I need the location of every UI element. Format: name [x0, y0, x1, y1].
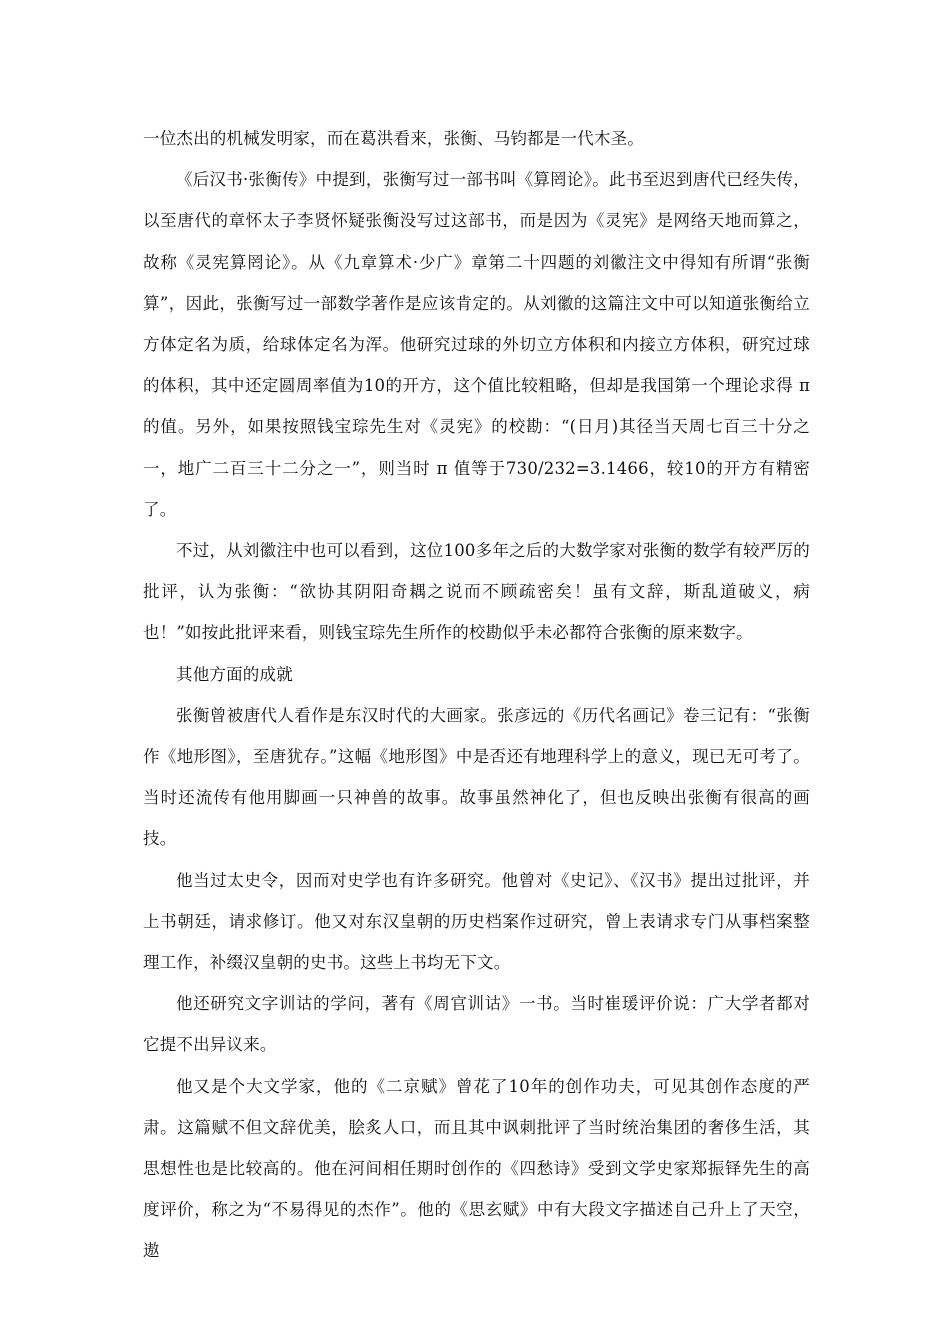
paragraph-literature: 他又是个大文学家，他的《二京赋》曾花了10年的创作功夫，可见其创作态度的严肃。这篇赋不但文辞优美，脍炙人口，而且其中讽刺批评了当时统治集团的奢侈生活，其思想性也是比较高的。他在河间相任期时创作的《四愁诗》受到文学史家郑振铎先生的高度评价，称之为“不易得见的杰作”。他的《思玄赋》中有大段文字描述自己升上了天空，遨 [143, 1076, 810, 1261]
paragraph-liuhui-critique: 不过，从刘徽注中也可以看到，这位100多年之后的大数学家对张衡的数学有较严厉的批评，认为张衡：“欲协其阴阳奇耦之说而不顾疏密矣！虽有文辞，斯乱道破义，病也！”如按此批评来看，则钱宝琮先生所作的校勘似乎未必都符合张衡的原来数字。 [143, 541, 810, 643]
paragraph-painting: 张衡曾被唐代人看作是东汉时代的大画家。张彦远的《历代名画记》卷三记有：“张衡作《地形图》，至唐犹存。”这幅《地形图》中是否还有地理科学上的意义，现已无可考了。当时还流传有他用脚画一只神兽的故事。故事虽然神化了，但也反映出张衡有很高的画技。 [143, 705, 810, 849]
section-heading-other-achievements: 其他方面的成就 [176, 664, 293, 684]
paragraph-zhangheng-math: 《后汉书·张衡传》中提到，张衡写过一部书叫《算罔论》。此书至迟到唐代已经失传，以至唐代的章怀太子李贤怀疑张衡没写过这部书，而是因为《灵宪》是网络天地而算之，故称《灵宪算罔论》。从《九章算术·少广》章第二十四题的刘徽注文中得知有所谓“张衡算”，因此，张衡写过一部数学著作是应该肯定的。从刘徽的这篇注文中可以知道张衡给立方体定名为质，给球体定名为浑。他研究过球的外切立方体积和内接立方体积，研究过球的体积，其中还定圆周率值为10的开方，这个值比较粗略，但却是我国第一个理论求得 π 的值。另外，如果按照钱宝琮先生对《灵宪》的校勘：“(日月)其径当天周七百三十分之一，地广二百三十二分之一”，则当时 π 值等于730/232=3.1466，较10的开方有精密了。 [143, 170, 810, 519]
paragraph-philology: 他还研究文字训诂的学问，著有《周官训诂》一书。当时崔瑗评价说：广大学者都对它提不出异议来。 [143, 994, 810, 1055]
paragraph-history: 他当过太史令，因而对史学也有许多研究。他曾对《史记》、《汉书》提出过批评，并上书朝廷，请求修订。他又对东汉皇朝的历史档案作过研究，曾上表请求专门从事档案整理工作，补缀汉皇朝的史书。这些上书均无下文。 [143, 870, 810, 973]
paragraph-continuation: 一位杰出的机械发明家，而在葛洪看来，张衡、马钧都是一代木圣。 [143, 129, 644, 148]
article-body [143, 118, 810, 1272]
